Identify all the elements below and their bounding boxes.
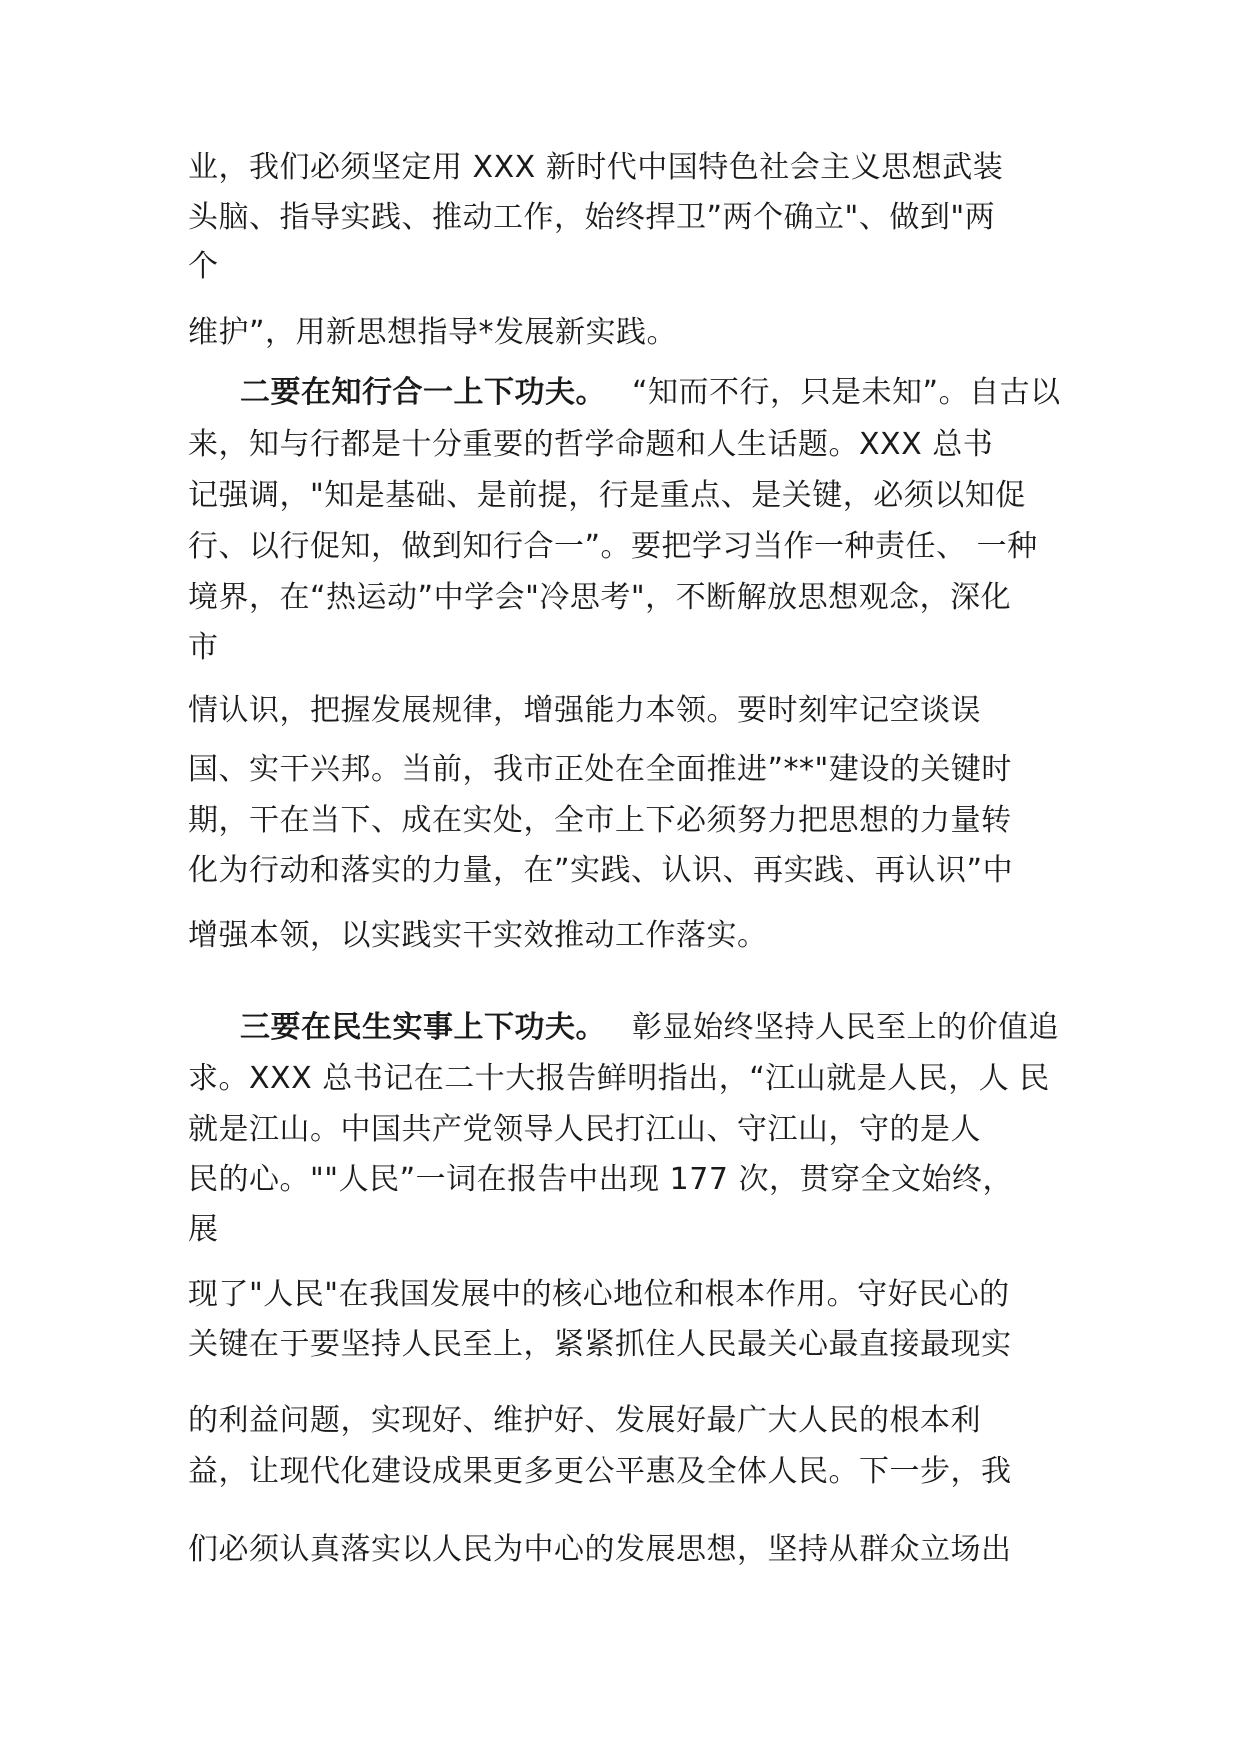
section-2-heading: 二要在知行合一上下功夫。	[240, 375, 606, 410]
body-line: 来，知与行都是十分重要的哲学命题和人生话题。XXX 总书	[188, 427, 994, 462]
body-line: 业，我们必须坚定用 XXX 新时代中国特色社会主义思想武装	[188, 150, 1004, 185]
body-line: 市	[188, 630, 219, 665]
body-line: 维护”，用新思想指导*发展新实践。	[188, 315, 678, 350]
body-text: 彰显始终坚持人民至上的价值追	[632, 1010, 1059, 1045]
body-line: 头脑、指导实践、推动工作，始终捍卫”两个确立"、做到"两	[188, 200, 996, 235]
section-2-first-line	[240, 373, 1061, 413]
body-line: 们必须认真落实以人民为中心的发展思想，坚持从群众立场出	[188, 1532, 1012, 1567]
body-line: 关键在于要坚持人民至上，紧紧抓住人民最关心最直接最现实	[188, 1327, 1012, 1362]
body-line: 化为行动和落实的力量，在”实践、认识、再实践、再认识”中	[188, 853, 1014, 888]
body-line: 情认识，把握发展规律，增强能力本领。要时刻牢记空谈误	[188, 693, 981, 728]
section-3-first-line	[240, 1008, 1059, 1048]
body-line: 现了"人民"在我国发展中的核心地位和根本作用。守好民心的	[188, 1277, 1010, 1312]
body-text: “知而不行，只是未知”。自古以	[632, 375, 1061, 410]
body-line: 的利益问题，实现好、维护好、发展好最广大人民的根本利	[188, 1403, 981, 1438]
body-line: 益，让现代化建设成果更多更公平惠及全体人民。下一步，我	[188, 1454, 1012, 1489]
body-line: 就是江山。中国共产党领导人民打江山、守江山，守的是人	[188, 1112, 981, 1147]
body-line: 民的心。""人民”一词在报告中出现 177 次，贯穿全文始终，	[188, 1162, 1013, 1197]
body-line: 展	[188, 1212, 219, 1247]
body-line: 个	[188, 249, 219, 284]
body-line: 国、实干兴邦。当前，我市正处在全面推进”**"建设的关键时	[188, 752, 1012, 787]
body-line: 行、以行促知，做到知行合一”。要把学习当作一种责任、 一种	[188, 529, 1038, 564]
body-line: 记强调，"知是基础、是前提，行是重点、是关键，必须以知促	[188, 478, 1026, 513]
body-line: 境界，在“热运动”中学会"冷思考"，不断解放思想观念，深化	[188, 580, 1012, 615]
body-line: 求。XXX 总书记在二十大报告鲜明指出，“江山就是人民，人 民	[188, 1061, 1050, 1096]
section-3-heading: 三要在民生实事上下功夫。	[240, 1010, 606, 1045]
body-line: 期，干在当下、成在实处，全市上下必须努力把思想的力量转	[188, 803, 1012, 838]
body-line: 增强本领，以实践实干实效推动工作落实。	[188, 918, 768, 953]
